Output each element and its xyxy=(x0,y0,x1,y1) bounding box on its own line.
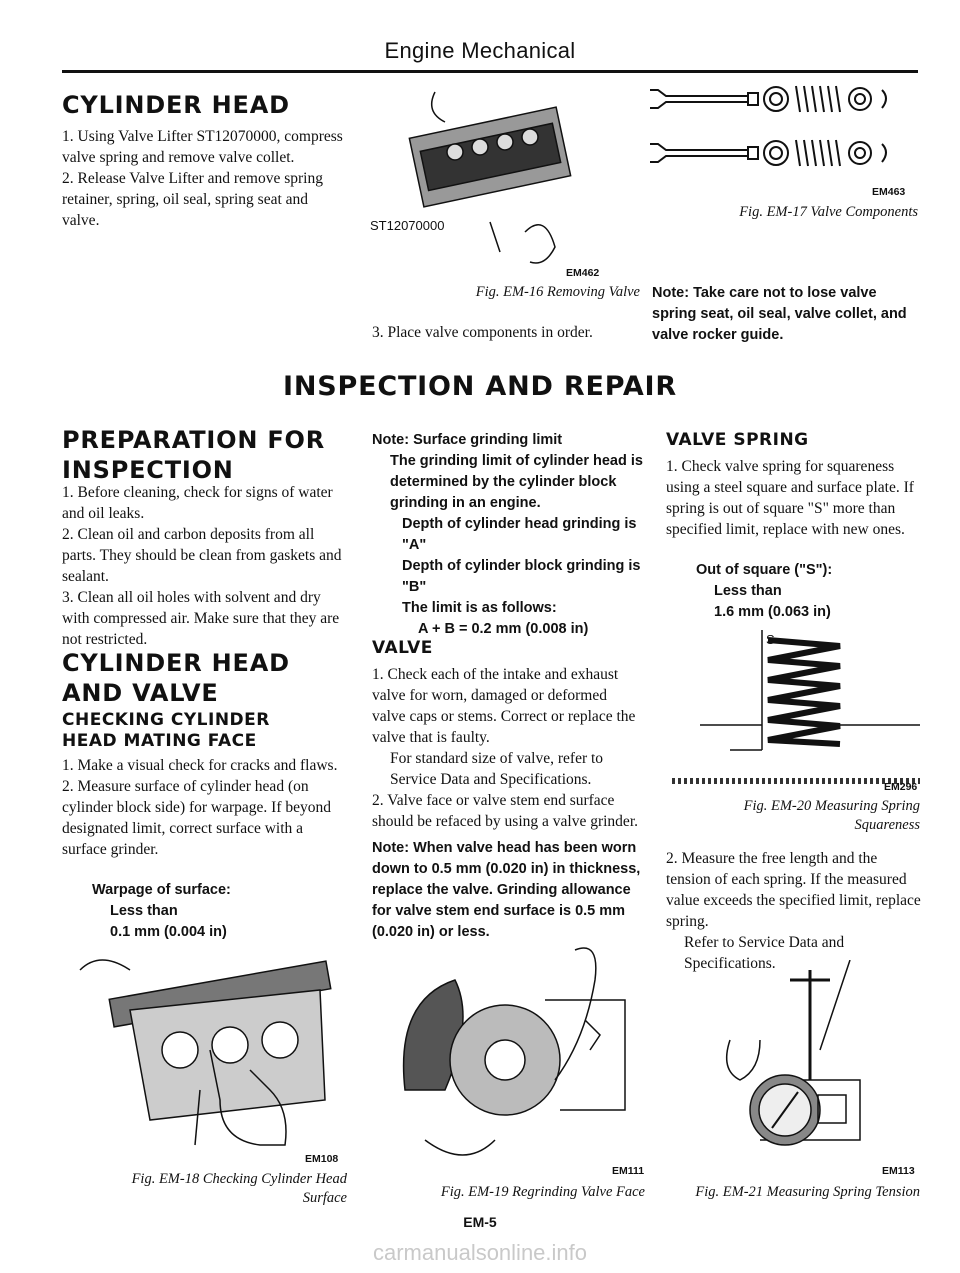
depth-a: Depth of cylinder head grinding is "A" xyxy=(402,516,637,553)
cyl-valve-step-1: 1. Make a visual check for cracks and flaws. xyxy=(62,757,338,774)
fig-em17-note: Note: Take care not to lose valve spring seat, oil seal, valve collet, and valve rocker guide. xyxy=(652,285,907,343)
checking-heading xyxy=(62,710,270,752)
fig-em17-illustration xyxy=(648,82,908,202)
fig-em18-illustration xyxy=(70,950,350,1150)
cyl-valve-heading-line2: AND VALVE xyxy=(62,679,219,707)
valve-spring-step-2-block xyxy=(666,848,921,974)
fig-em18-caption-line2: Surface xyxy=(302,1190,347,1206)
warpage-label: Warpage of surface: xyxy=(92,882,231,898)
page-header-title: Engine Mechanical xyxy=(384,38,576,63)
fig-em16-illustration xyxy=(395,82,585,272)
fig-em20-caption-line2: Squareness xyxy=(854,817,920,833)
watermark-link[interactable]: carmanualsonline.info xyxy=(372,1240,588,1265)
squareness-label: Out of square ("S"): xyxy=(696,562,833,578)
fig-em20-illustration xyxy=(700,620,920,770)
fig-em18-caption-line1: Fig. EM-18 Checking Cylinder Head xyxy=(131,1171,347,1187)
grinding-note-body: The grinding limit of cylinder head is determined by the cylinder block grinding in an engine. xyxy=(390,453,643,511)
squareness-value: 1.6 mm (0.063 in) xyxy=(714,604,831,620)
cyl-valve-steps xyxy=(62,755,347,860)
cyl-valve-step-2: 2. Measure surface of cylinder head (on cylinder block side) for warpage. If beyond designated limit, correct surface with a surface grinder. xyxy=(62,778,331,858)
squareness-spec xyxy=(696,560,916,623)
fig-em20-surface-plate xyxy=(672,778,920,784)
valve-head-note: Note: When valve head has been worn down to 0.5 mm (0.020 in) in thickness, replace the valve. Grinding allowance for valve stem end surface is 0.5 mm (0.020 in) or less. xyxy=(372,840,641,940)
cylinder-head-heading: CYLINDER HEAD xyxy=(62,91,290,119)
valve-spring-step-2: 2. Measure the free length and the tension of each spring. If the measured value exceeds the specified limit, replace spring. xyxy=(666,850,921,930)
limit-value: A + B = 0.2 mm (0.008 in) xyxy=(418,621,589,637)
squareness-less: Less than xyxy=(714,583,782,599)
page-number: EM-5 xyxy=(463,1214,497,1230)
cylinder-head-steps xyxy=(62,126,344,231)
cyl-valve-heading-line1: CYLINDER HEAD xyxy=(62,649,290,677)
fig-em17-code: EM463 xyxy=(872,186,906,198)
valve-step-1b: For standard size of valve, refer to Service Data and Specifications. xyxy=(390,750,604,788)
fig-em18-code: EM108 xyxy=(305,1153,339,1165)
header-rule xyxy=(62,70,918,73)
cylinder-head-step-1: 1. Using Valve Lifter ST12070000, compress valve spring and remove valve collet. xyxy=(62,128,343,166)
fig-em16-tool-label: ST12070000 xyxy=(370,218,445,233)
squareness-s-label: S xyxy=(766,632,775,647)
fig-em20-caption-line1: Fig. EM-20 Measuring Spring xyxy=(743,798,920,814)
fig-em20-code: EM296 xyxy=(884,781,918,793)
warpage-less: Less than xyxy=(110,903,178,919)
valve-spring-step-1: 1. Check valve spring for squareness using a steel square and surface plate. If spring is out of square "S" more than specified limit, replace with new ones. xyxy=(666,458,914,538)
fig-em21-illustration xyxy=(700,960,910,1180)
prep-heading-line2: INSPECTION xyxy=(62,456,234,484)
fig-em18-caption xyxy=(62,1170,347,1208)
fig-em19-code: EM111 xyxy=(612,1165,645,1177)
prep-steps xyxy=(62,482,347,650)
step-3-text: 3. Place valve components in order. xyxy=(372,324,593,341)
valve-heading: VALVE xyxy=(372,638,433,658)
warpage-value: 0.1 mm (0.004 in) xyxy=(110,924,227,940)
valve-steps xyxy=(372,664,644,832)
fig-em19-caption: Fig. EM-19 Regrinding Valve Face xyxy=(440,1184,645,1200)
checking-heading-line1: CHECKING CYLINDER xyxy=(62,710,270,730)
prep-step-1: 1. Before cleaning, check for signs of water and oil leaks. xyxy=(62,484,333,522)
prep-step-3: 3. Clean all oil holes with solvent and dry with compressed air. Make sure that they are not restricted. xyxy=(62,589,340,648)
prep-step-2: 2. Clean oil and carbon deposits from all parts. They should be clean from gaskets and sealant. xyxy=(62,526,342,585)
fig-em20-caption xyxy=(666,797,920,835)
checking-heading-line2: HEAD MATING FACE xyxy=(62,731,257,751)
valve-spring-step-2b: Refer to Service Data and Specifications. xyxy=(684,934,845,972)
warpage-spec xyxy=(92,880,342,943)
valve-step-1: 1. Check each of the intake and exhaust valve for worn, damaged or deformed valve caps or stems. Correct or replace the valve that is faulty. xyxy=(372,666,636,746)
valve-spring-heading: VALVE SPRING xyxy=(666,430,809,450)
valve-step-2: 2. Valve face or valve stem end surface should be refaced by using a valve grinder. xyxy=(372,792,638,830)
fig-em21-caption: Fig. EM-21 Measuring Spring Tension xyxy=(695,1184,920,1200)
cylinder-head-step-2: 2. Release Valve Lifter and remove spring retainer, spring, oil seal, spring seat and valve. xyxy=(62,170,323,229)
inspection-repair-title: INSPECTION AND REPAIR xyxy=(283,371,677,402)
fig-em16-code: EM462 xyxy=(566,267,600,279)
fig-em17-caption: Fig. EM-17 Valve Components xyxy=(739,204,918,220)
grinding-note xyxy=(372,430,644,640)
fig-em16-caption: Fig. EM-16 Removing Valve xyxy=(475,284,640,300)
fig-em21-code: EM113 xyxy=(882,1165,915,1177)
fig-em19-illustration xyxy=(385,940,645,1180)
prep-heading xyxy=(62,425,325,485)
cyl-valve-heading xyxy=(62,648,290,708)
depth-b: Depth of cylinder block grinding is "B" xyxy=(402,558,641,595)
grinding-note-title: Note: Surface grinding limit xyxy=(372,432,563,448)
limit-label: The limit is as follows: xyxy=(402,600,557,616)
prep-heading-line1: PREPARATION FOR xyxy=(62,426,326,454)
